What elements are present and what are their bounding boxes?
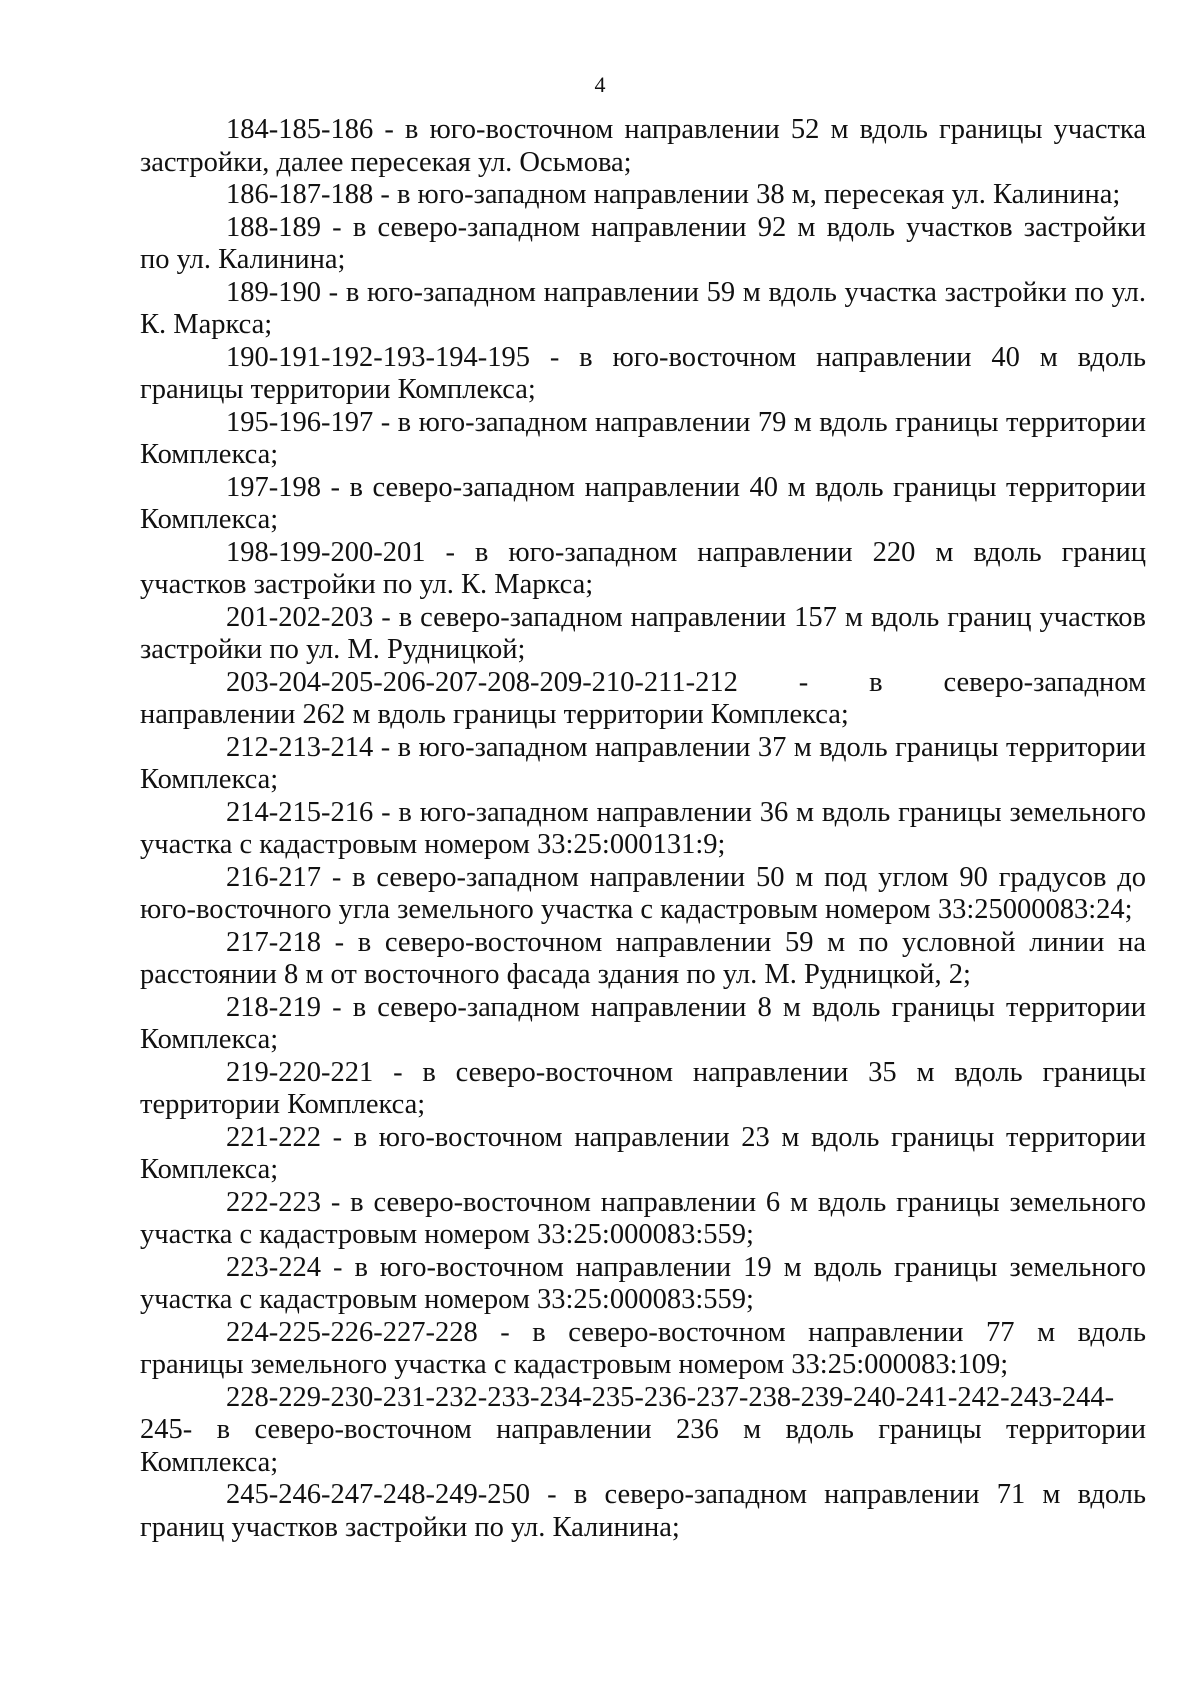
boundary-segment-paragraph: 186-187-188 - в юго-западном направлении 38 м, пересекая ул. Калинина; (226, 179, 1121, 210)
boundary-segment-paragraph: 216-217 - в северо-западном направлении 50 м под углом 90 градусов до юго-восточного угла земельного участка с кадастровым номером 33:25000083:24; (140, 861, 1146, 925)
boundary-segment-paragraph: 184-185-186 - в юго-восточном направлении 52 м вдоль границы участка застройки, далее пересекая ул. Осьмова; (140, 114, 1146, 178)
page-number: 4 (594, 72, 606, 97)
boundary-segment-paragraph: 190-191-192-193-194-195 - в юго-восточном направлении 40 м вдоль границы территории Комплекса; (140, 341, 1146, 405)
boundary-segment-paragraph: 222-223 - в северо-восточном направлении 6 м вдоль границы земельного участка с кадастровым номером 33:25:000083:559; (140, 1186, 1146, 1250)
boundary-segment-paragraph: 201-202-203 - в северо-западном направлении 157 м вдоль границ участков застройки по ул. М. Рудницкой; (140, 601, 1146, 665)
boundary-segment-paragraph: 221-222 - в юго-восточном направлении 23 м вдоль границы территории Комплекса; (140, 1121, 1146, 1185)
boundary-segment-paragraph: 218-219 - в северо-западном направлении 8 м вдоль границы территории Комплекса; (140, 991, 1146, 1055)
boundary-segment-paragraph: 219-220-221 - в северо-восточном направлении 35 м вдоль границы территории Комплекса; (140, 1056, 1146, 1120)
boundary-segment-paragraph: 195-196-197 - в юго-западном направлении 79 м вдоль границы территории Комплекса; (140, 406, 1146, 470)
boundary-segment-paragraph: 224-225-226-227-228 - в северо-восточном направлении 77 м вдоль границы земельного участка с кадастровым номером 33:25:000083:109; (140, 1316, 1146, 1380)
boundary-segment-paragraph: 188-189 - в северо-западном направлении 92 м вдоль участков застройки по ул. Калинина; (140, 211, 1146, 275)
boundary-segment-paragraph: 189-190 - в юго-западном направлении 59 м вдоль участка застройки по ул. К. Маркса; (140, 276, 1146, 340)
boundary-segment-paragraph: 212-213-214 - в юго-западном направлении 37 м вдоль границы территории Комплекса; (140, 731, 1146, 795)
boundary-segment-paragraph: 203-204-205-206-207-208-209-210-211-212 - в северо-западном направлении 262 м вдоль границы территории Комплекса; (140, 666, 1146, 730)
boundary-segment-paragraph: 228-229-230-231-232-233-234-235-236-237-238-239-240-241-242-243-244-245- в северо-восточном направлении 236 м вдоль границы территории Комплекса; (140, 1381, 1146, 1478)
document-body (140, 114, 1146, 1544)
boundary-segment-paragraph: 214-215-216 - в юго-западном направлении 36 м вдоль границы земельного участка с кадастровым номером 33:25:000131:9; (140, 796, 1146, 860)
boundary-segment-paragraph: 245-246-247-248-249-250 - в северо-западном направлении 71 м вдоль границ участков застройки по ул. Калинина; (140, 1479, 1146, 1543)
boundary-segment-paragraph: 217-218 - в северо-восточном направлении 59 м по условной линии на расстоянии 8 м от восточного фасада здания по ул. М. Рудницкой, 2; (140, 926, 1146, 990)
boundary-segment-paragraph: 198-199-200-201 - в юго-западном направлении 220 м вдоль границ участков застройки по ул. К. Маркса; (140, 536, 1146, 600)
boundary-segment-paragraph: 197-198 - в северо-западном направлении 40 м вдоль границы территории Комплекса; (140, 471, 1146, 535)
boundary-segment-paragraph: 223-224 - в юго-восточном направлении 19 м вдоль границы земельного участка с кадастровым номером 33:25:000083:559; (140, 1251, 1146, 1315)
